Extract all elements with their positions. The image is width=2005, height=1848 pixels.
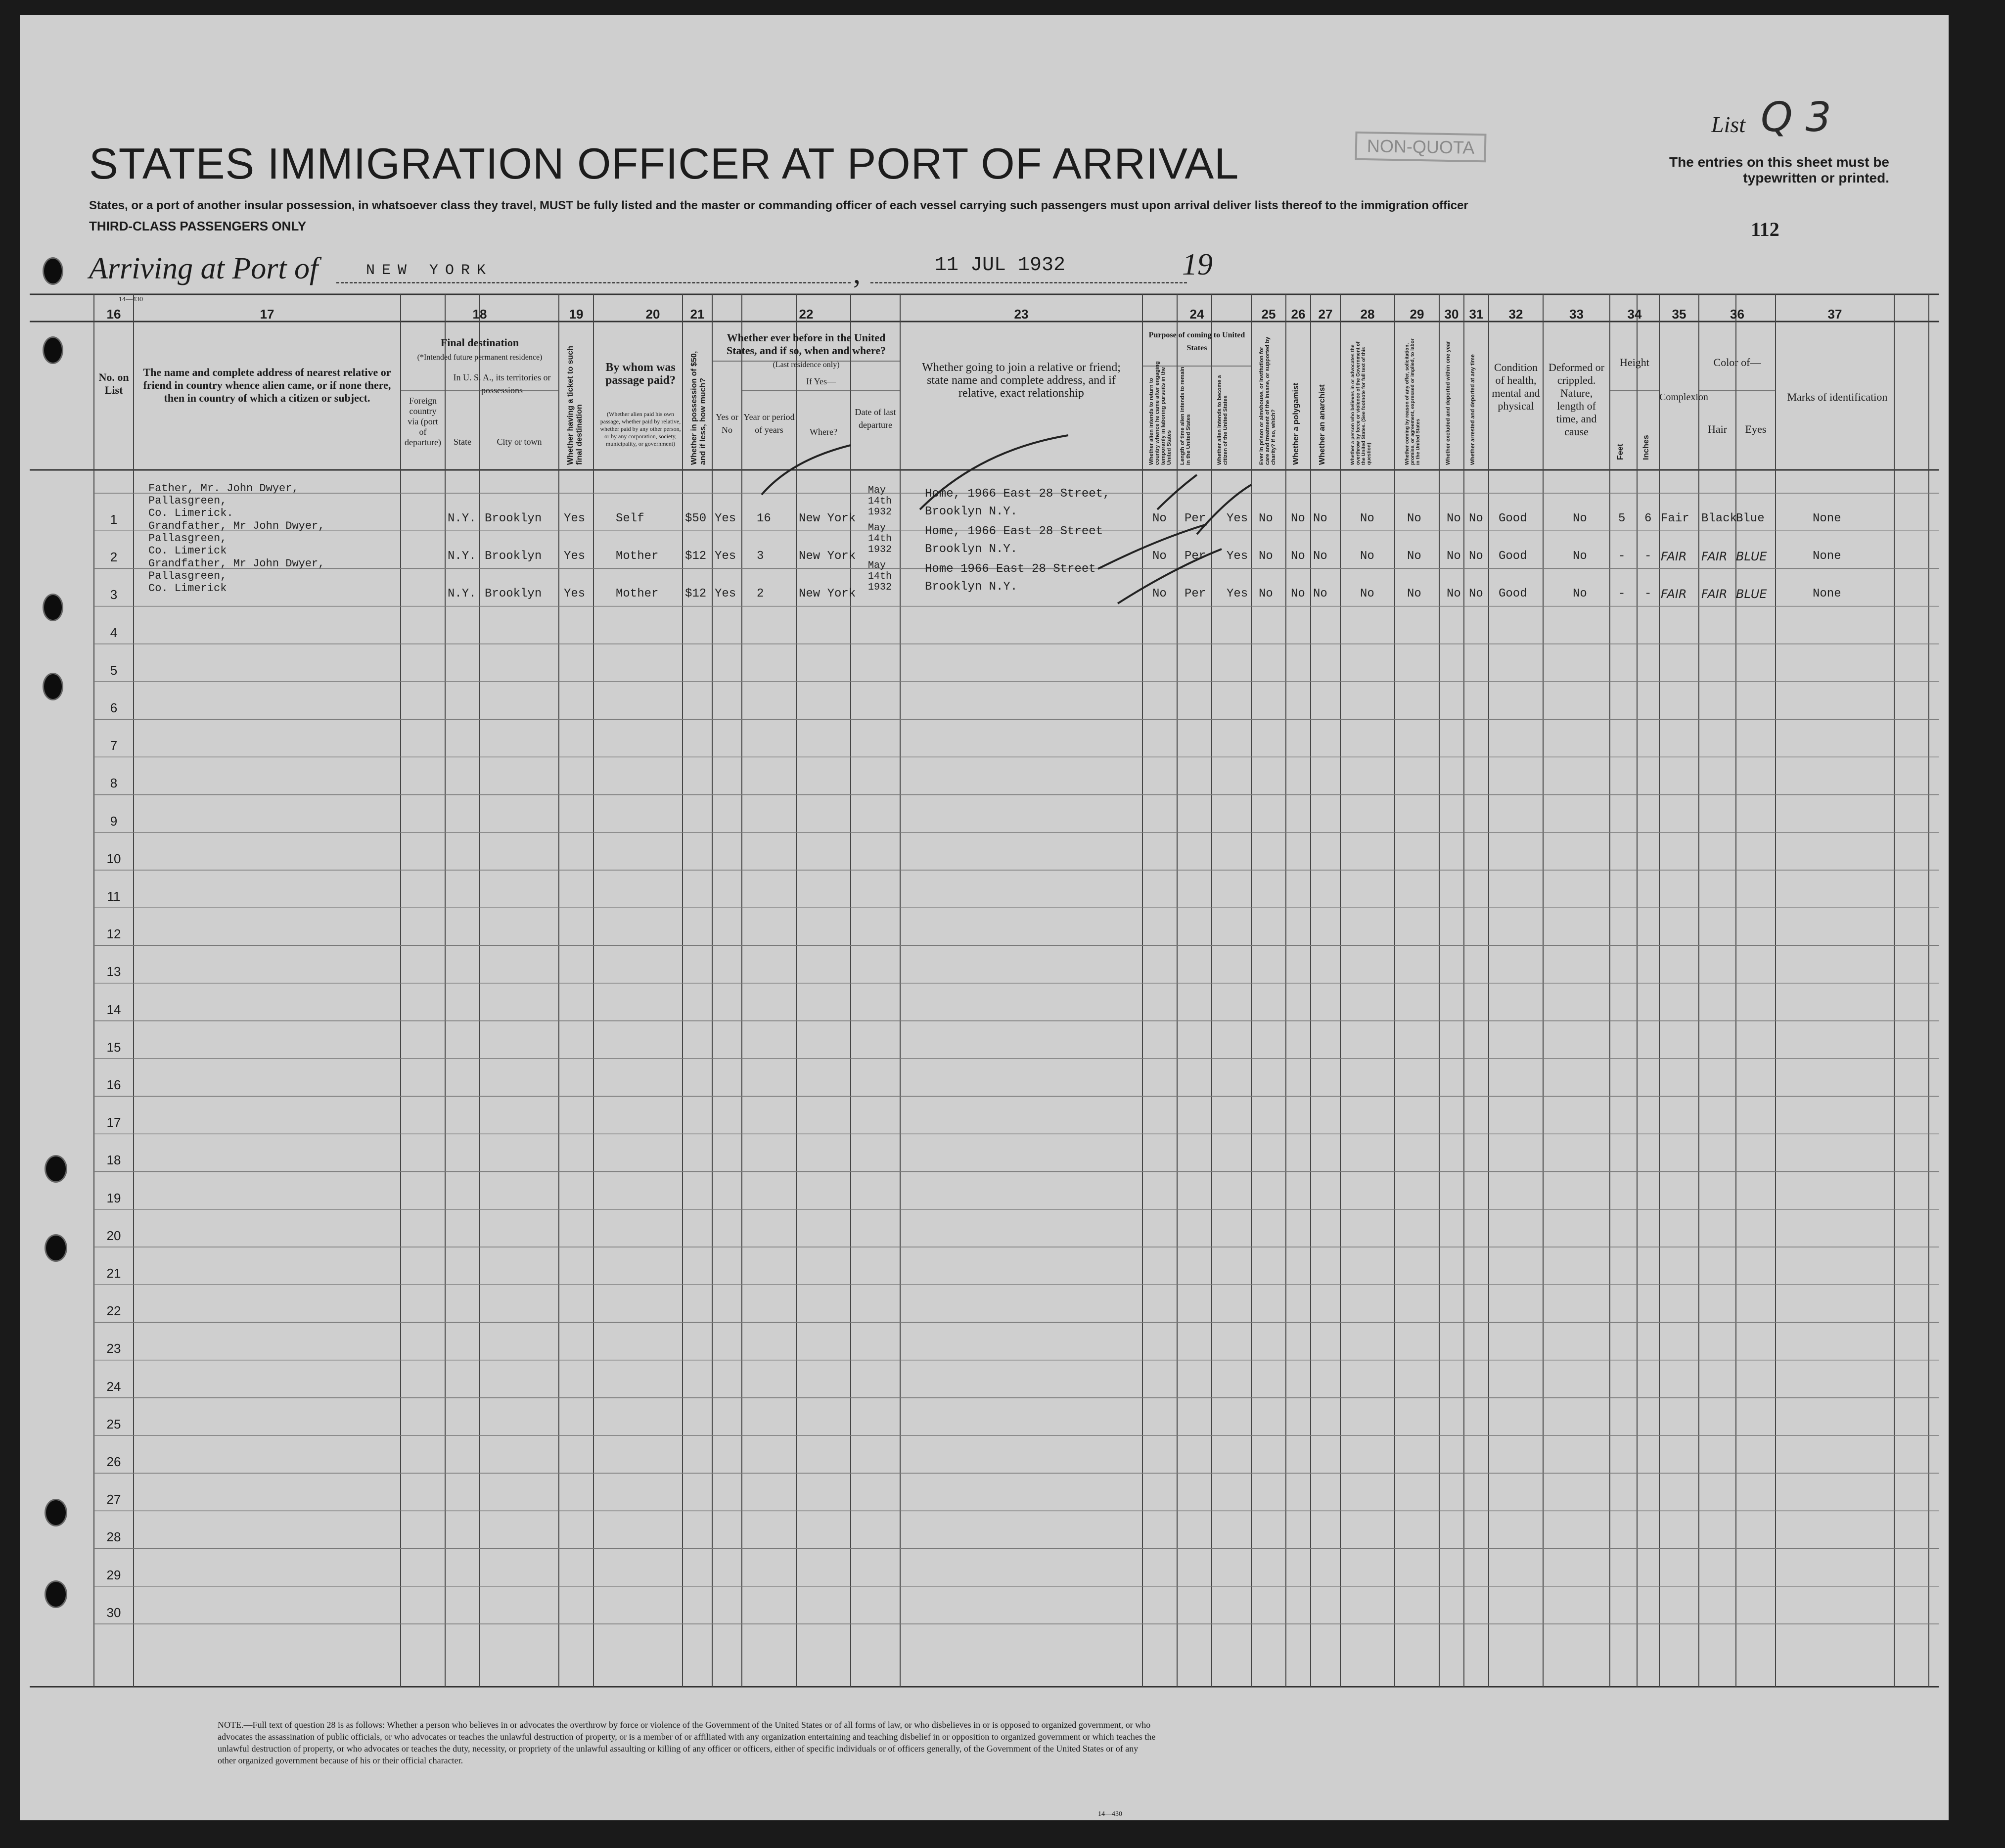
cell-state: N.Y.: [448, 512, 476, 525]
header-inches: Inches: [1642, 435, 1650, 460]
header-purpose-return: Whether alien intends to return to country whence he came after engaging temporarily in laboring pursuits in the United States: [1148, 361, 1172, 465]
header-color-of: Color of—: [1713, 356, 1761, 369]
row-number: 22: [106, 1303, 121, 1319]
cell-eyes: BLUE: [1736, 550, 1767, 564]
header-purpose-length: Length of time alien intends to remain in the United States: [1180, 367, 1191, 465]
cell-deformed: No: [1573, 512, 1587, 525]
header-excluded: Whether excluded and deported within one year: [1445, 341, 1451, 465]
cell-excluded: No: [1447, 550, 1461, 563]
cell-feet: -: [1618, 550, 1626, 563]
cell-city: Brooklyn: [485, 587, 542, 601]
row-number: 6: [110, 700, 118, 715]
cell-money: $12: [685, 550, 707, 563]
cell-prison: No: [1259, 587, 1273, 601]
row-number: 4: [110, 625, 118, 640]
form-code-bottom: 14—430: [1098, 1810, 1122, 1818]
header-height: Height: [1620, 356, 1649, 369]
page-title: STATES IMMIGRATION OFFICER AT PORT OF ARRIVAL: [89, 139, 1239, 188]
cell-prison: No: [1259, 550, 1273, 563]
cell-length: Per: [1185, 550, 1206, 563]
binder-hole: [43, 257, 63, 285]
col-num-23: 23: [1014, 307, 1029, 322]
cell-eyes: Blue: [1736, 512, 1765, 525]
non-quota-stamp: NON-QUOTA: [1355, 132, 1487, 163]
cell-excluded: No: [1447, 512, 1461, 525]
list-note: The entries on this sheet must be typewritten or printed.: [1669, 154, 1889, 185]
relative-address-line: Grandfather, Mr John Dwyer,: [148, 557, 325, 570]
cell-citizen: Yes: [1227, 550, 1248, 563]
cell-health: Good: [1499, 512, 1527, 525]
header-city: City or town: [497, 437, 542, 447]
header-last-departure: Date of last departure: [855, 407, 896, 430]
cell-polygamist: No: [1291, 512, 1305, 525]
row-number: 29: [106, 1567, 121, 1582]
row-number: 7: [110, 738, 118, 753]
cell-health: Good: [1499, 587, 1527, 601]
join-address-line: Home, 1966 East 28 Street,: [925, 487, 1110, 501]
cell-ticket: Yes: [564, 512, 586, 525]
header-final-destination-sub: (*Intended future permanent residence): [417, 353, 543, 362]
cell-city: Brooklyn: [485, 550, 542, 563]
header-state: State: [454, 437, 471, 447]
relative-address-line: Co. Limerick: [148, 582, 227, 595]
row-number: 16: [106, 1077, 121, 1092]
departure-date-line: 1932: [868, 507, 892, 518]
relative-address-line: Father, Mr. John Dwyer,: [148, 482, 299, 495]
cell-complexion: FAIR: [1661, 550, 1687, 564]
row-number: 18: [106, 1153, 121, 1168]
cell-feet: 5: [1618, 512, 1626, 525]
cell-q28: No: [1360, 550, 1374, 563]
departure-date-line: May: [868, 522, 886, 534]
cell-before: Yes: [715, 512, 736, 525]
binder-hole: [43, 594, 63, 621]
cell-anarchist: No: [1313, 512, 1327, 525]
cell-inches: -: [1644, 587, 1652, 601]
subtitle-text: States, or a port of another insular possession, in whatsoever class they travel, MUST be fully listed and the master or commanding officer of each vessel carrying such passengers must upon arrival deliver lists thereof to the immigration officer: [89, 199, 1468, 212]
cell-money: $50: [685, 512, 707, 525]
relative-address-line: Co. Limerick: [148, 545, 227, 557]
header-purpose-citizen: Whether alien intends to become a citizen of the United States: [1217, 375, 1229, 465]
cell-hair: Black: [1701, 512, 1737, 525]
col-num-30: 30: [1444, 307, 1459, 322]
header-money: Whether in possession of $50, and if less, how much?: [690, 351, 707, 465]
cell-eyes: BLUE: [1736, 587, 1767, 601]
cell-excluded: No: [1447, 587, 1461, 601]
row-number: 23: [106, 1341, 121, 1356]
col-num-20: 20: [645, 307, 660, 322]
relative-address-line: Pallasgreen,: [148, 532, 227, 545]
row-number: 2: [110, 550, 118, 565]
row-number: 11: [107, 889, 121, 904]
header-eyes: Eyes: [1745, 423, 1767, 435]
cell-ticket: Yes: [564, 587, 586, 601]
col-num-17: 17: [260, 307, 274, 322]
cell-before: Yes: [715, 550, 736, 563]
cell-polygamist: No: [1291, 550, 1305, 563]
cell-return: No: [1152, 550, 1167, 563]
row-number: 12: [106, 926, 121, 942]
col-num-16: 16: [106, 307, 121, 322]
col-num-21: 21: [690, 307, 705, 322]
cell-hair: FAIR: [1701, 587, 1728, 601]
col-num-32: 32: [1508, 307, 1523, 322]
relative-address-line: Pallasgreen,: [148, 570, 227, 583]
row-number: 8: [110, 776, 118, 791]
date-stamp: 11 JUL 1932: [935, 254, 1066, 277]
departure-date-line: 14th: [868, 571, 892, 583]
header-complexion: Complexion: [1659, 392, 1708, 403]
cell-paid-by: Self: [616, 512, 644, 525]
row-number: 10: [106, 851, 121, 866]
row-number: 17: [106, 1115, 121, 1130]
header-in-usa: In U. S. A., its territories or possessions: [453, 372, 551, 395]
header-foreign-country: Foreign country via (port of departure): [405, 396, 441, 447]
cell-q29: No: [1407, 512, 1421, 525]
cell-health: Good: [1499, 550, 1527, 563]
header-final-destination: Final destination: [440, 336, 519, 349]
cell-arrested: No: [1469, 587, 1483, 601]
cell-inches: -: [1644, 550, 1652, 563]
header-anarchist: Whether an anarchist: [1318, 384, 1326, 465]
cell-period: 2: [757, 587, 764, 601]
col-num-31: 31: [1469, 307, 1484, 322]
header-passage-paid: By whom was passage paid?: [605, 361, 676, 387]
header-period: Year or period of years: [743, 412, 795, 435]
col-num-24: 24: [1189, 307, 1204, 322]
header-where: Where?: [810, 427, 837, 437]
cell-feet: -: [1618, 587, 1626, 601]
departure-date-line: May: [868, 560, 886, 572]
col-num-18: 18: [472, 307, 487, 322]
cell-state: N.Y.: [448, 587, 476, 601]
cell-period: 3: [757, 550, 764, 563]
departure-date-line: May: [868, 485, 886, 496]
cell-marks: None: [1813, 512, 1841, 525]
join-address-line: Brooklyn N.Y.: [925, 543, 1018, 556]
manifest-sheet: [20, 15, 1949, 1820]
cell-polygamist: No: [1291, 587, 1305, 601]
departure-date-line: 14th: [868, 533, 892, 545]
header-passage-paid-sub: (Whether alien paid his own passage, whether paid by relative, whether paid by any other person, or by any corporation, society, municipality, or government): [600, 411, 681, 447]
cell-return: No: [1152, 512, 1167, 525]
list-number: Q 3: [1761, 94, 1831, 141]
row-number: 30: [106, 1605, 121, 1620]
header-yes-no: Yes or No: [716, 412, 738, 435]
year-prefix: 19: [1182, 248, 1213, 281]
cell-period: 16: [757, 512, 771, 525]
cell-anarchist: No: [1313, 587, 1327, 601]
col-num-37: 37: [1827, 307, 1842, 322]
relative-address-line: Grandfather, Mr John Dwyer,: [148, 520, 325, 533]
cell-before: Yes: [715, 587, 736, 601]
row-number: 15: [106, 1039, 121, 1055]
binder-hole: [45, 1234, 67, 1262]
footnote-q28: NOTE.—Full text of question 28 is as follows: Whether a person who believes in or advocates the overthrow by force or violence of the Government of the United States or of all forms of law, or who disbelieves in or is opposed to organized government, or who advocates the assassination of public officials, or who advocates or teaches the unlawful destruction of property, or is a member of or affiliated with any organization entertaining and teaching disbelief in or opposition to organized government or which teaches the unlawful destruction of property, or who advocates or teaches the duty, necessity, or propriety of the unlawful assaulting or killing of any officer or officers, either of specific individuals or of officers generally, of the Government of the United States or of any other organized government because of his or their official character.: [218, 1720, 1156, 1765]
cell-inches: 6: [1644, 512, 1652, 525]
header-q29: Whether coming by reason of any offer, solicitation, promise, or agreement, expressed or implied, to labor in the United States: [1405, 338, 1421, 465]
departure-date-line: 14th: [868, 496, 892, 507]
header-arrested: Whether arrested and deported at any time: [1470, 354, 1476, 465]
binder-hole: [45, 1155, 67, 1183]
header-hair: Hair: [1707, 423, 1728, 435]
cell-complexion: Fair: [1661, 512, 1689, 525]
col-num-19: 19: [569, 307, 584, 322]
col-num-36: 36: [1730, 307, 1744, 322]
header-polygamist: Whether a polygamist: [1292, 382, 1300, 465]
col-num-26: 26: [1291, 307, 1306, 322]
cell-length: Per: [1185, 587, 1206, 601]
table-grid: [20, 15, 1949, 1820]
binder-hole: [43, 336, 63, 364]
class-line: THIRD-CLASS PASSENGERS ONLY: [89, 219, 307, 233]
row-number: 3: [110, 587, 118, 602]
list-label: List: [1711, 112, 1746, 137]
header-marks: Marks of identification: [1787, 391, 1888, 403]
form-code-top: 14—430: [119, 296, 143, 303]
row-number: 24: [106, 1379, 121, 1394]
cell-prison: No: [1259, 512, 1273, 525]
cell-arrested: No: [1469, 550, 1483, 563]
header-purpose: Purpose of coming to United States: [1148, 331, 1245, 352]
row-number: 5: [110, 662, 118, 678]
col-num-33: 33: [1569, 307, 1584, 322]
header-join-relative: Whether going to join a relative or friend; state name and complete address, and if relative, exact relationship: [922, 361, 1121, 400]
cell-arrested: No: [1469, 512, 1483, 525]
row-number: 21: [106, 1266, 121, 1281]
cell-paid-by: Mother: [616, 587, 659, 601]
cell-where: New York: [799, 550, 856, 563]
cell-q29: No: [1407, 587, 1421, 601]
col-num-29: 29: [1410, 307, 1424, 322]
header-ever-before: Whether ever before in the United States, and if so, when and where?: [726, 331, 886, 357]
header-nearest-relative: The name and complete address of nearest relative or friend in country whence alien came, or if none there, then in country of which a citizen or subject.: [143, 366, 391, 404]
cell-marks: None: [1813, 550, 1841, 563]
header-q28: Whether a person who believes in or advocates the overthrow by force or violence of the Government of the United States. (See footnote for full text of this question): [1350, 341, 1372, 465]
cell-hair: FAIR: [1701, 550, 1728, 564]
row-number: 13: [106, 964, 121, 979]
comma-mark: ,: [853, 257, 861, 289]
cell-deformed: No: [1573, 587, 1587, 601]
cell-length: Per: [1185, 512, 1206, 525]
cell-anarchist: No: [1313, 550, 1327, 563]
header-no-on-list: No. on List: [98, 371, 129, 396]
relative-address-line: Pallasgreen,: [148, 495, 227, 507]
row-number: 9: [110, 813, 118, 829]
header-deformed: Deformed or crippled. Nature, length of time, and cause: [1548, 361, 1604, 438]
cell-where: New York: [799, 512, 856, 525]
cell-q28: No: [1360, 512, 1374, 525]
binder-hole: [45, 1499, 67, 1526]
row-number: 26: [106, 1454, 121, 1469]
binder-hole: [43, 673, 63, 700]
row-number: 14: [106, 1002, 121, 1017]
cell-citizen: Yes: [1227, 587, 1248, 601]
cell-return: No: [1152, 587, 1167, 601]
relative-address-line: Co. Limerick.: [148, 507, 233, 519]
join-address-line: Home, 1966 East 28 Street: [925, 525, 1103, 539]
cell-where: New York: [799, 587, 856, 601]
header-health: Condition of health, mental and physical: [1492, 361, 1540, 412]
departure-date-line: 1932: [868, 582, 892, 594]
header-ticket: Whether having a ticket to such final destination: [566, 346, 584, 465]
cell-complexion: FAIR: [1661, 587, 1687, 601]
join-address-line: Brooklyn N.Y.: [925, 580, 1018, 594]
cell-paid-by: Mother: [616, 550, 659, 563]
col-num-28: 28: [1360, 307, 1375, 322]
join-address-line: Home 1966 East 28 Street: [925, 562, 1096, 576]
cell-citizen: Yes: [1227, 512, 1248, 525]
col-num-22: 22: [799, 307, 814, 322]
join-address-line: Brooklyn N.Y.: [925, 505, 1018, 518]
col-num-34: 34: [1627, 307, 1642, 322]
binder-hole: [45, 1580, 67, 1608]
departure-date-line: 1932: [868, 544, 892, 556]
header-feet: Feet: [1616, 444, 1625, 460]
row-number: 1: [110, 512, 118, 527]
cell-q28: No: [1360, 587, 1374, 601]
row-number: 28: [106, 1529, 121, 1545]
cell-city: Brooklyn: [485, 512, 542, 525]
arriving-label: Arriving at Port of: [89, 252, 319, 285]
cell-deformed: No: [1573, 550, 1587, 563]
row-number: 25: [106, 1416, 121, 1432]
cell-q29: No: [1407, 550, 1421, 563]
cell-ticket: Yes: [564, 550, 586, 563]
port-value: NEW YORK: [366, 262, 493, 279]
row-number: 19: [106, 1190, 121, 1205]
col-num-25: 25: [1261, 307, 1276, 322]
header-prison: Ever in prison or almshouse, or institution for care and treatment of the insane, or supported by charity? If so, which?: [1259, 336, 1276, 465]
cell-marks: None: [1813, 587, 1841, 601]
page-number: 112: [1751, 218, 1779, 240]
cell-state: N.Y.: [448, 550, 476, 563]
row-number: 27: [106, 1492, 121, 1507]
row-number: 20: [106, 1228, 121, 1243]
col-num-35: 35: [1672, 307, 1686, 322]
header-ever-before-sub: (Last residence only): [773, 361, 840, 369]
col-num-27: 27: [1318, 307, 1333, 322]
cell-money: $12: [685, 587, 707, 601]
header-if-yes: If Yes—: [806, 376, 836, 386]
